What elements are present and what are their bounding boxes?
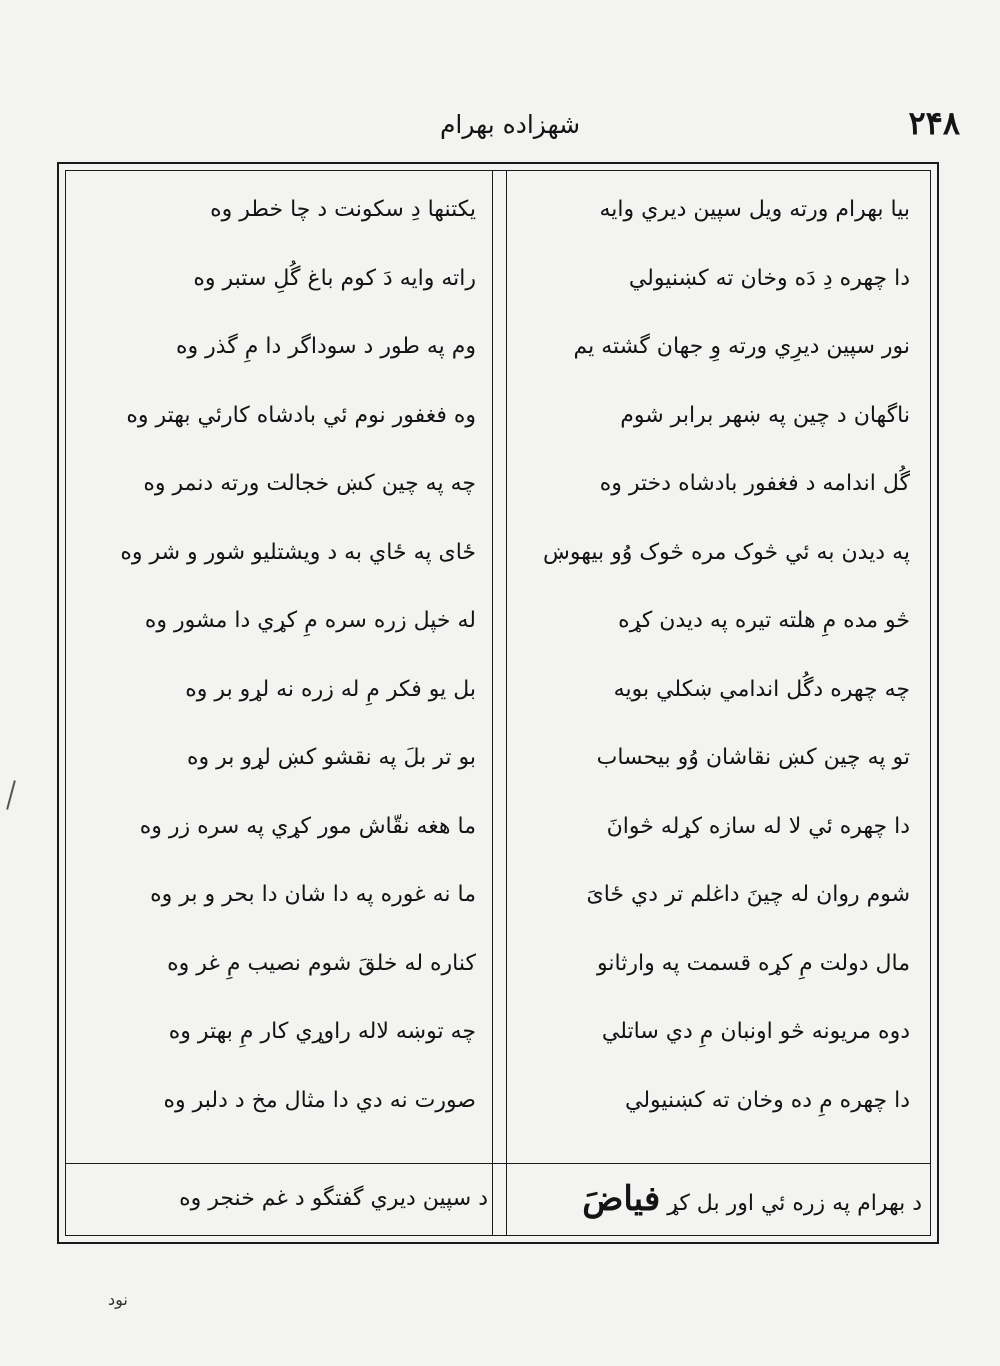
- column-divider: [492, 170, 493, 1236]
- verse-line: ما هغه نقّاش مور کړي په سره زر وه: [139, 813, 476, 839]
- closing-couplet-right: [512, 1170, 928, 1228]
- verse-line: چه چهره دگُل اندامي ښکلي بویه: [613, 676, 910, 702]
- verse-line: راته وایه دَ کوم باغ گُلِ ستبر وه: [193, 265, 476, 291]
- verse-line: ما نه غوره په دا شان دا بحر و بر وه: [150, 882, 476, 907]
- verse-line: ځای په ځاي به د ویشتلیو شور و شر وه: [120, 539, 476, 565]
- page-number: ۲۴۸: [908, 104, 960, 142]
- verse-line: بیا بهرام ورته ویل سپین دیري وایه: [599, 197, 910, 222]
- verse-line: له خپل زره سره مِ کړي دا مشور وه: [144, 608, 476, 633]
- margin-note: نود: [108, 1290, 128, 1309]
- verse-line: تو په چین کښ نقاشان وُو بیحساب: [596, 745, 910, 770]
- margin-mark: [6, 780, 16, 809]
- verse-line: دا چهره دِ دَه وخان ته کښنیولي: [628, 265, 910, 291]
- page-header: [60, 104, 960, 154]
- verse-line: چه توښه لاله راوړي کار مِ بهتر وه: [168, 1019, 476, 1044]
- verse-line: نور سپین دیرِي ورته وِ جهان گشته یم: [573, 334, 910, 359]
- closing-couplet-left: د سپین دیري گفتگو د غم خنجر وه: [179, 1186, 488, 1211]
- left-verse-column: [72, 176, 482, 1156]
- verse-line: یکتنها دِ سکونت د چا خطر وه: [210, 197, 476, 222]
- column-divider: [506, 170, 507, 1236]
- verse-line: دا چهره ئي لا له سازه کړله څوانَ: [606, 813, 910, 839]
- verse-line: ناگهان د چین په ښهر برابر شوم: [620, 402, 910, 428]
- right-verse-column: [512, 176, 916, 1156]
- verse-line: بل یو فکر مِ له زره نه لړو بر وه: [185, 676, 476, 702]
- footer-rule: [65, 1163, 931, 1164]
- verse-line: شوم روان له چینَ داغلم تر دي ځایَ: [586, 882, 910, 907]
- verse-line: صورت نه دي دا مثال مخ د دلبر وه: [163, 1087, 476, 1113]
- verse-line: په دیدن به ئي څوک مره څوک وُو بیهوښ: [543, 539, 910, 565]
- closing-couplet-text: د بهرام په زره ئي اور بل کړ: [667, 1191, 922, 1216]
- verse-line: بو تر بلَ په نقشو کښ لړو بر وه: [186, 745, 476, 770]
- verse-line: مال دولت مِ کړه قسمت په وارثانو: [597, 950, 910, 976]
- verse-line: چه په چین کښ خجالت ورته دنمر وه: [143, 471, 476, 496]
- verse-line: وه فغفور نوم ئي بادشاه کارئي بهتر وه: [126, 402, 476, 428]
- verse-line: وم په طور د سوداگر دا مِ گذر وه: [175, 334, 476, 359]
- verse-line: گُل اندامه د فغفور بادشاه دختر وه: [599, 471, 910, 496]
- verse-line: کناره له خلقَ شوم نصیب مِ غر وه: [167, 950, 476, 976]
- verse-line: څو مده مِ هلته تیره په دیدن کړه: [618, 608, 910, 633]
- running-title: شهزاده بهرام: [439, 110, 581, 139]
- verse-line: دا چهره مِ ده وخان ته کښنیولي: [624, 1087, 910, 1113]
- verse-line: دوه مریونه څو اونبان مِ دي ساتلي: [601, 1019, 910, 1044]
- poet-pen-name: فیاضَ: [582, 1179, 661, 1219]
